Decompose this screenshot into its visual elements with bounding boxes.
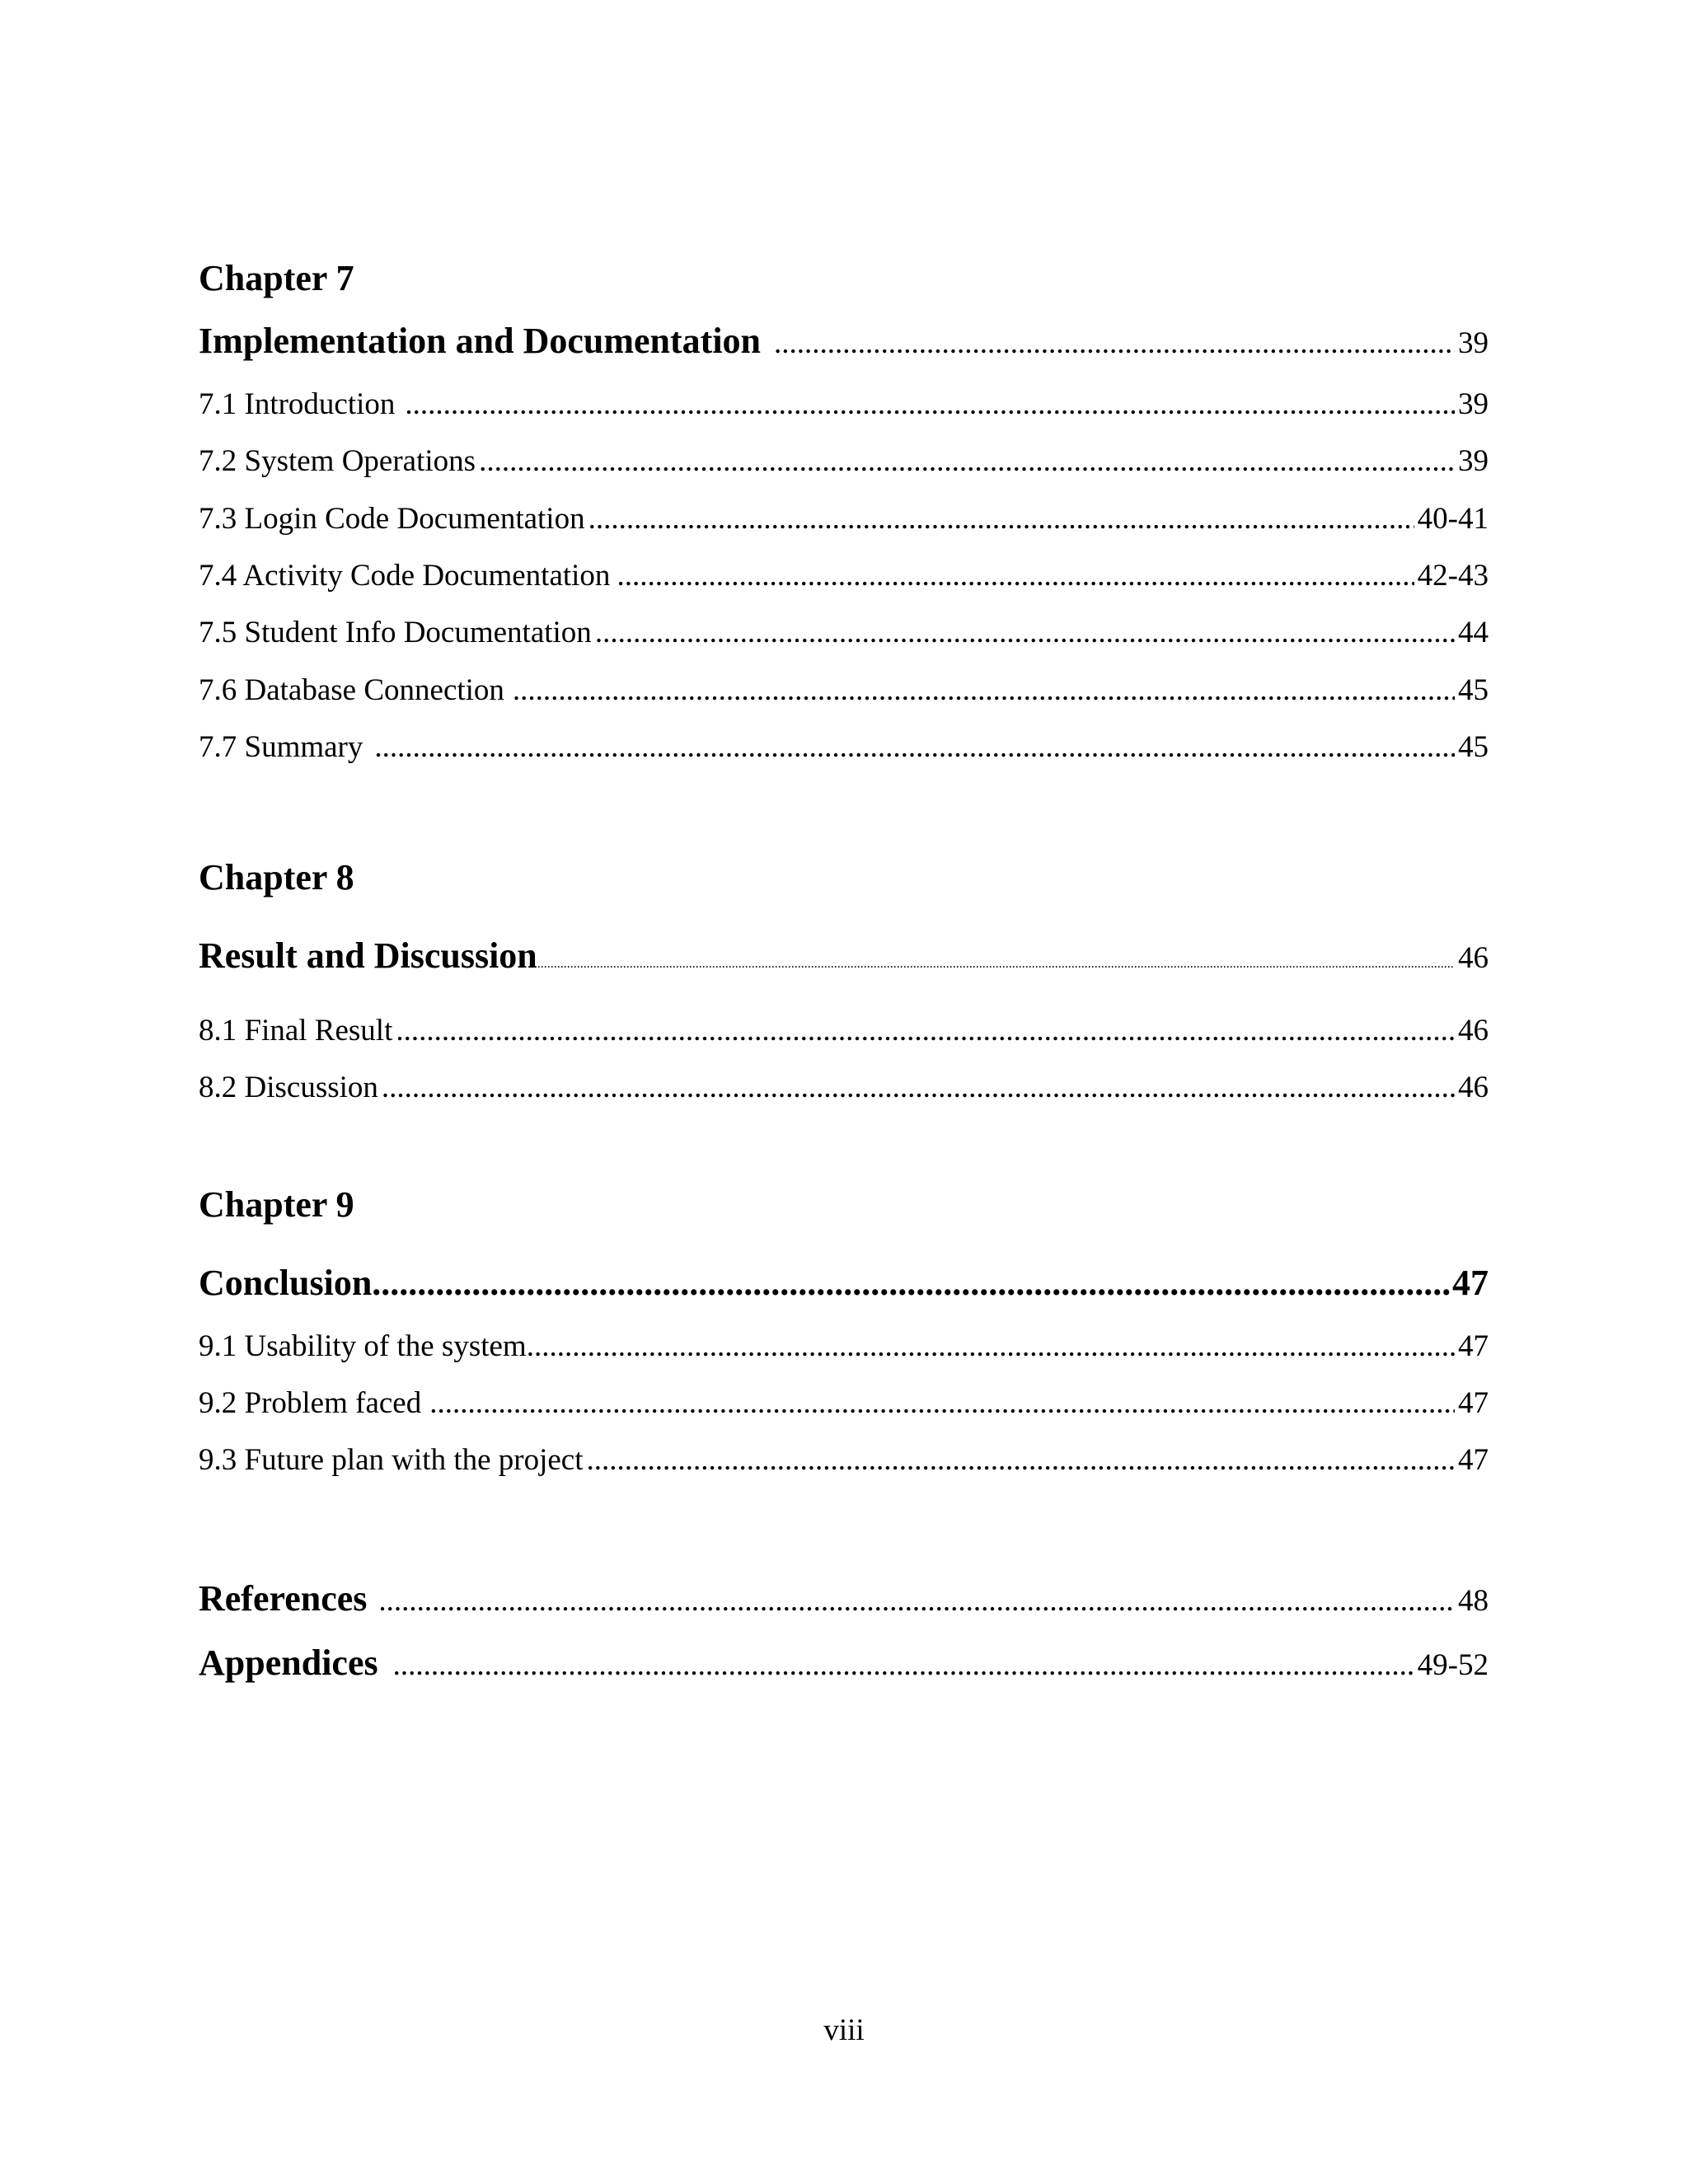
dot-leader xyxy=(588,504,1414,534)
toc-entry-label: 9.3 Future plan with the project xyxy=(199,1443,584,1477)
toc-page-number: 44 xyxy=(1458,616,1489,649)
toc-page-number: 49-52 xyxy=(1417,1648,1489,1682)
toc-entry[interactable] xyxy=(199,1072,1489,1103)
toc-page-number: 45 xyxy=(1458,673,1489,707)
toc-entry[interactable] xyxy=(199,389,1489,419)
toc-entry[interactable] xyxy=(199,1445,1489,1475)
toc-page-number: 46 xyxy=(1458,1071,1489,1104)
dot-leader xyxy=(429,1388,1455,1418)
toc-entry-label: 7.6 Database Connection xyxy=(199,673,504,707)
dot-leader xyxy=(527,1331,1455,1361)
toc-page-number: 39 xyxy=(1458,444,1489,478)
dot-leader xyxy=(405,389,1455,419)
dot-leader xyxy=(587,1445,1455,1475)
chapter-heading: Chapter 9 xyxy=(199,1184,354,1225)
toc-title-label: Implementation and Documentation xyxy=(199,321,762,361)
toc-title-label: Result and Discussion xyxy=(199,935,537,976)
toc-page-number: 47 xyxy=(1458,1386,1489,1420)
dot-leader xyxy=(374,732,1455,762)
toc-page-number: 47 xyxy=(1458,1329,1489,1363)
toc-entry-label: 7.2 System Operations xyxy=(199,444,476,478)
toc-entry[interactable] xyxy=(199,560,1489,591)
chapter-heading: Chapter 8 xyxy=(199,857,354,898)
toc-entry[interactable] xyxy=(199,504,1489,534)
toc-entry-label: 8.1 Final Result xyxy=(199,1014,393,1047)
toc-entry-label: 9.1 Usability of the system xyxy=(199,1329,527,1363)
dot-leader xyxy=(595,617,1455,648)
toc-page-number: 39 xyxy=(1458,326,1489,360)
dot-leader xyxy=(382,1072,1455,1103)
toc-entry-label: 7.1 Introduction xyxy=(199,387,396,421)
page-number: viii xyxy=(823,2013,865,2047)
toc-appendices[interactable] xyxy=(199,1645,1489,1681)
dot-leader xyxy=(378,1586,1455,1616)
toc-entry-label: 7.7 Summary xyxy=(199,730,363,764)
dot-leader xyxy=(479,446,1455,476)
toc-entry[interactable] xyxy=(199,1388,1489,1418)
toc-entry[interactable] xyxy=(199,617,1489,648)
toc-entry[interactable] xyxy=(199,1015,1489,1046)
dot-leader xyxy=(372,1265,1452,1301)
dot-leader xyxy=(537,958,1453,971)
toc-page-number: 40-41 xyxy=(1417,502,1489,536)
toc-chapter-title[interactable] xyxy=(199,323,1489,359)
toc-title-label: Appendices xyxy=(199,1643,378,1683)
toc-page-number: 45 xyxy=(1458,730,1489,764)
dot-leader xyxy=(774,328,1455,359)
dot-leader xyxy=(393,1650,1414,1680)
toc-entry-label: 7.4 Activity Code Documentation xyxy=(199,559,611,593)
toc-entry-label: 7.3 Login Code Documentation xyxy=(199,502,585,536)
dot-leader xyxy=(617,560,1414,591)
toc-page-number: 48 xyxy=(1458,1584,1489,1618)
toc-chapter-title[interactable] xyxy=(199,1265,1489,1301)
toc-entry[interactable] xyxy=(199,446,1489,476)
toc-page-number: 46 xyxy=(1458,941,1489,975)
dot-leader xyxy=(396,1015,1455,1046)
toc-page-number: 46 xyxy=(1458,1014,1489,1047)
toc-title-label: Conclusion xyxy=(199,1263,373,1303)
toc-entry[interactable] xyxy=(199,732,1489,762)
toc-references[interactable] xyxy=(199,1578,1489,1619)
toc-entry-label: 7.5 Student Info Documentation xyxy=(199,616,592,649)
toc-page-number: 39 xyxy=(1458,387,1489,421)
dot-leader xyxy=(513,675,1455,705)
toc-entry[interactable] xyxy=(199,1331,1489,1361)
toc-title-label: References xyxy=(199,1578,368,1619)
toc-page-number: 42-43 xyxy=(1417,559,1489,593)
toc-entry-label: 8.2 Discussion xyxy=(199,1071,378,1104)
toc-chapter-title[interactable] xyxy=(199,935,1489,976)
toc-page-number: 47 xyxy=(1452,1263,1489,1303)
toc-entry-label: 9.2 Problem faced xyxy=(199,1386,422,1420)
toc-page-number: 47 xyxy=(1458,1443,1489,1477)
toc-entry[interactable] xyxy=(199,675,1489,705)
chapter-heading: Chapter 7 xyxy=(199,258,354,298)
